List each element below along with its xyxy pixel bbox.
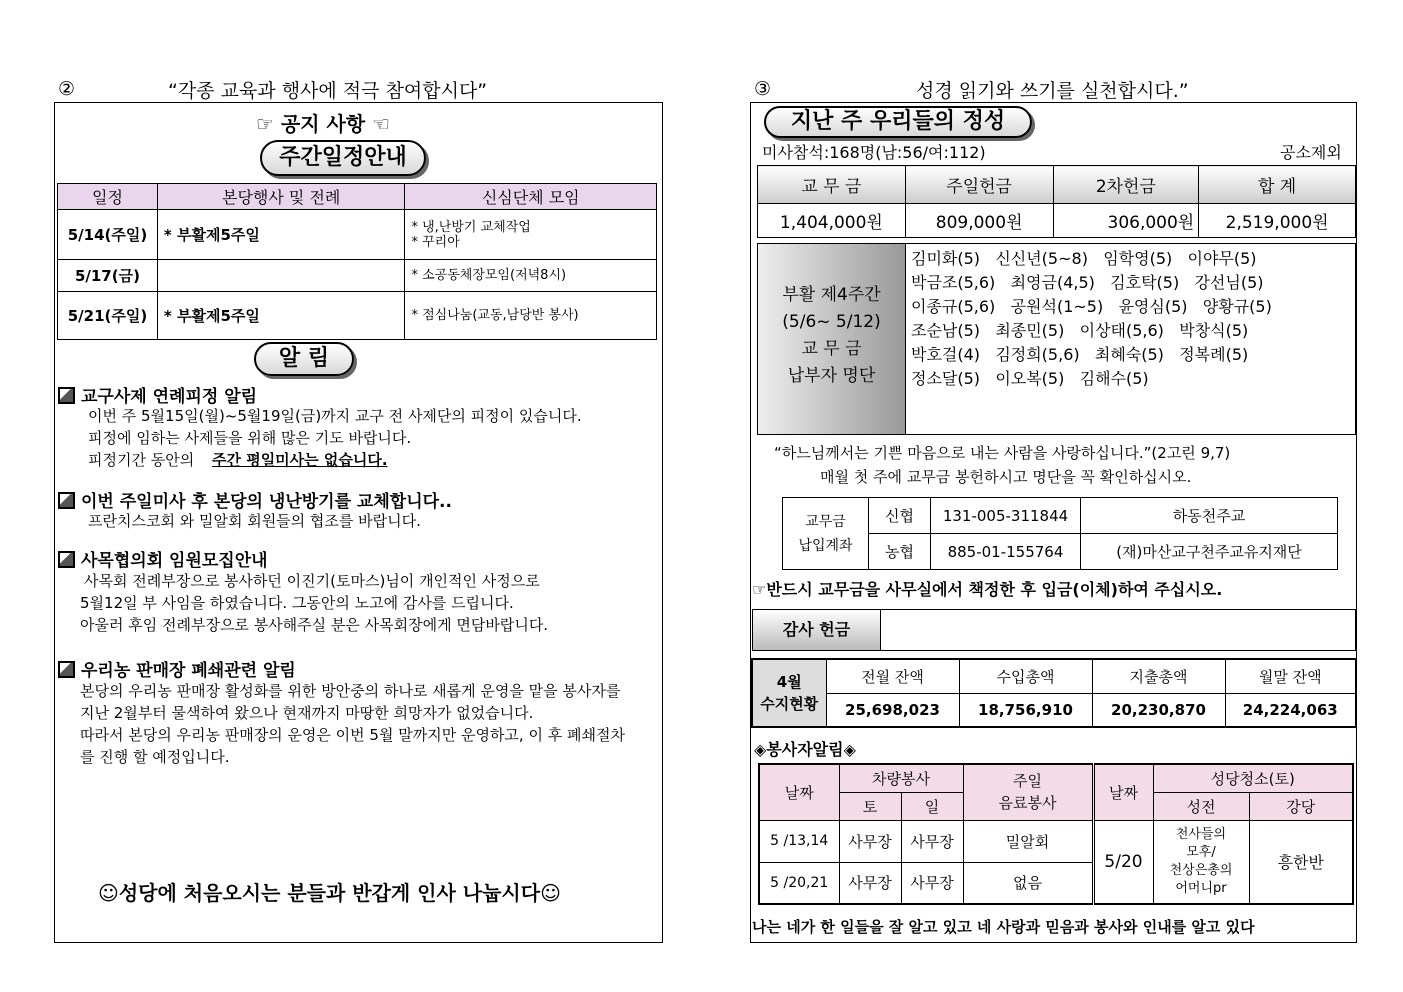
schedule-groups <box>405 260 657 292</box>
bank-name: 농협 <box>869 534 931 570</box>
schedule-pill: 주간일정안내 <box>260 140 426 176</box>
payers-row: 박금조(5,6) 최영금(4,5) 김호탁(5) 강선님(5) <box>911 273 1264 292</box>
section-line: 지난 2월부터 물색하여 왔으나 현재까지 마땅한 희망자가 없었습니다. <box>80 704 534 722</box>
account-holder: (재)마산교구천주교유지재단 <box>1081 534 1338 570</box>
section-emphasis: 주간 평일미사는 없습니다. <box>212 451 388 469</box>
scripture-quote: “하느님께서는 기쁜 마음으로 내는 사람을 사랑하십니다.”(2고린 9,7) <box>774 444 1231 462</box>
section-line: 본당의 우리농 판매장 활성화를 위한 방안중의 하나로 새롭게 운영을 맡을 봉사자를 <box>80 682 621 700</box>
schedule-groups <box>405 210 657 260</box>
account-number: 885-01-155764 <box>931 534 1081 570</box>
section-title: 교구사제 연례피정 알림 <box>58 382 257 407</box>
money-value: 2,519,000원 <box>1199 204 1356 238</box>
money-header: 합 계 <box>1199 166 1356 204</box>
finance-value: 25,698,023 <box>826 693 959 727</box>
table-row <box>58 260 657 292</box>
left-page-header: “각종 교육과 행사에 적극 참여합시다” <box>168 80 488 102</box>
schedule-groups <box>405 292 657 340</box>
money-header: 주일헌금 <box>905 166 1053 204</box>
section-title: 우리농 판매장 폐쇄관련 알림 <box>58 656 296 681</box>
schedule-date: 5/21(주일) <box>58 292 158 340</box>
money-header: 2차헌금 <box>1053 166 1199 204</box>
offering-pill: 지난 주 우리들의 정성 <box>764 106 1032 138</box>
section-line: 아울러 후임 전례부장으로 봉사해주실 분은 사목회장에게 면담바랍니다. <box>80 616 549 634</box>
schedule-event: * 부활제5주일 <box>157 292 405 340</box>
checkbox-square-icon <box>58 661 75 678</box>
vol-sanctuary: 천사들의 모후/ 천상은총의 어머니pr <box>1153 820 1249 904</box>
vol-header-hall: 강당 <box>1249 792 1353 820</box>
finance-table <box>751 658 1357 728</box>
group-line: * 꾸리아 <box>411 234 460 250</box>
thanks-label: 감사 헌금 <box>753 610 881 650</box>
finance-header: 수입총액 <box>959 659 1092 693</box>
finance-value: 24,224,063 <box>1225 693 1356 727</box>
footer-verse: 나는 네가 한 일들을 잘 알고 있고 네 사랑과 믿음과 봉사와 인내를 알고 있다 <box>752 918 1255 936</box>
account-label: 교무금 납입계좌 <box>783 498 869 570</box>
schedule-event: * 부활제5주일 <box>157 210 405 260</box>
schedule-table <box>57 183 657 340</box>
payers-label: 부활 제4주간 (5/6~ 5/12) 교 무 금 납부자 명단 <box>758 244 906 434</box>
vol-header-drink: 주일 음료봉사 <box>963 764 1093 820</box>
left-page-number: ② <box>58 78 76 100</box>
vol-header-sun: 일 <box>901 792 963 820</box>
finance-header: 전월 잔액 <box>826 659 959 693</box>
bank-name: 신협 <box>869 498 931 534</box>
payers-box <box>757 243 1356 435</box>
volunteer-title: ◈봉사자알림◈ <box>754 740 856 759</box>
account-number: 131-005-311844 <box>931 498 1081 534</box>
section-line: 이번 주 5월15일(월)~5월19일(금)까지 교구 전 사제단의 피정이 있습니다. <box>88 407 582 425</box>
section-line: 피정에 임하는 사제들을 위해 많은 기도 바랍니다. <box>88 429 412 447</box>
right-page-header: 성경 읽기와 쓰기를 실천합시다.” <box>916 80 1189 102</box>
right-page-number: ③ <box>754 78 772 100</box>
schedule-date: 5/14(주일) <box>58 210 158 260</box>
vol-header-date2: 날짜 <box>1093 764 1153 820</box>
group-line: * 냉,난방기 교체작업 <box>411 219 531 235</box>
payment-notice: ☞반드시 교무금을 사무실에서 책정한 후 입금(이체)하여 주십시오. <box>752 580 1223 599</box>
schedule-date: 5/17(금) <box>58 260 158 292</box>
schedule-header-date: 일정 <box>58 184 158 210</box>
checkbox-square-icon <box>58 492 75 509</box>
offering-table <box>757 165 1356 238</box>
money-value: 809,000원 <box>905 204 1053 238</box>
notice-title: ☞ 공지 사항 ☜ <box>256 112 391 136</box>
finance-header: 지출총액 <box>1092 659 1225 693</box>
account-table <box>782 497 1338 570</box>
vol-header-date: 날짜 <box>759 764 839 820</box>
vol-date: 5 /13,14 <box>759 820 839 862</box>
money-value: 306,000원 <box>1053 204 1199 238</box>
section-line: 사목회 전례부장으로 봉사하던 이진기(토마스)님이 개인적인 사정으로 <box>84 572 540 590</box>
vol-header-clean: 성당청소(토) <box>1153 764 1353 792</box>
schedule-header-event: 본당행사 및 전례 <box>157 184 405 210</box>
section-title: 사목협의회 임원모집안내 <box>58 546 268 571</box>
vol-date: 5 /20,21 <box>759 862 839 904</box>
payers-row: 김미화(5) 신신년(5~8) 임학영(5) 이야무(5) <box>911 249 1257 268</box>
payers-row: 조순남(5) 최종민(5) 이상태(5,6) 박창식(5) <box>911 321 1249 340</box>
vol-sat: 사무장 <box>839 820 901 862</box>
finance-header: 월말 잔액 <box>1225 659 1356 693</box>
vol-sun: 사무장 <box>901 820 963 862</box>
checkbox-square-icon <box>58 387 75 404</box>
money-header: 교 무 금 <box>758 166 906 204</box>
greeting: ☺성당에 처음오시는 분들과 반갑게 인사 나눕시다☺ <box>98 881 561 905</box>
scripture-note: 매월 첫 주에 교무금 봉헌하시고 명단을 꼭 확인하십시오. <box>820 468 1192 486</box>
vol-header-sat: 토 <box>839 792 901 820</box>
vol-drink: 없음 <box>963 862 1093 904</box>
attendance: 미사참석:168명(남:56/여:112) <box>762 143 986 162</box>
money-value: 1,404,000원 <box>758 204 906 238</box>
vol-header-car: 차량봉사 <box>839 764 963 792</box>
vol-header-sanctuary: 성전 <box>1153 792 1249 820</box>
vol-clean-date: 5/20 <box>1093 820 1153 904</box>
group-line: * 소공동체장모임(저녁8시) <box>411 268 567 283</box>
section-line: 5월12일 부 사임을 하였습니다. 그동안의 노고에 감사를 드립니다. <box>80 594 514 612</box>
vol-sun: 사무장 <box>901 862 963 904</box>
section-line: 따라서 본당의 우리농 판매장의 운영은 이번 5월 말까지만 운영하고, 이 후 폐쇄절차 <box>80 726 625 744</box>
section-title: 이번 주일미사 후 본당의 냉난방기를 교체합니다.. <box>58 487 452 512</box>
alim-pill: 알 림 <box>254 342 354 376</box>
payers-row: 박호걸(4) 김정희(5,6) 최혜숙(5) 정복례(5) <box>911 345 1249 364</box>
finance-value: 20,230,870 <box>1092 693 1225 727</box>
table-row <box>58 292 657 340</box>
group-line: * 점심나눔(교동,남당반 봉사) <box>411 308 579 323</box>
payers-row: 이종규(5,6) 공원석(1~5) 윤영심(5) 양황규(5) <box>911 297 1272 316</box>
exclusion-note: 공소제외 <box>1280 143 1342 162</box>
section-line: 프란치스코회 와 밀알회 회원들의 협조를 바랍니다. <box>88 512 421 530</box>
schedule-header-groups: 신심단체 모임 <box>405 184 657 210</box>
volunteer-table <box>758 763 1354 905</box>
table-row <box>759 820 1353 862</box>
section-line: 피정기간 동안의 <box>88 451 195 469</box>
vol-sat: 사무장 <box>839 862 901 904</box>
finance-label: 4월 수지현황 <box>752 659 826 727</box>
checkbox-square-icon <box>58 551 75 568</box>
table-row <box>58 210 657 260</box>
vol-drink: 밀알회 <box>963 820 1093 862</box>
payers-row: 정소달(5) 이오복(5) 김해수(5) <box>911 369 1149 388</box>
vol-hall: 흥한반 <box>1249 820 1353 904</box>
account-holder: 하동천주교 <box>1081 498 1338 534</box>
schedule-event <box>157 260 405 292</box>
section-line: 를 진행 할 예정입니다. <box>80 748 230 766</box>
finance-value: 18,756,910 <box>959 693 1092 727</box>
